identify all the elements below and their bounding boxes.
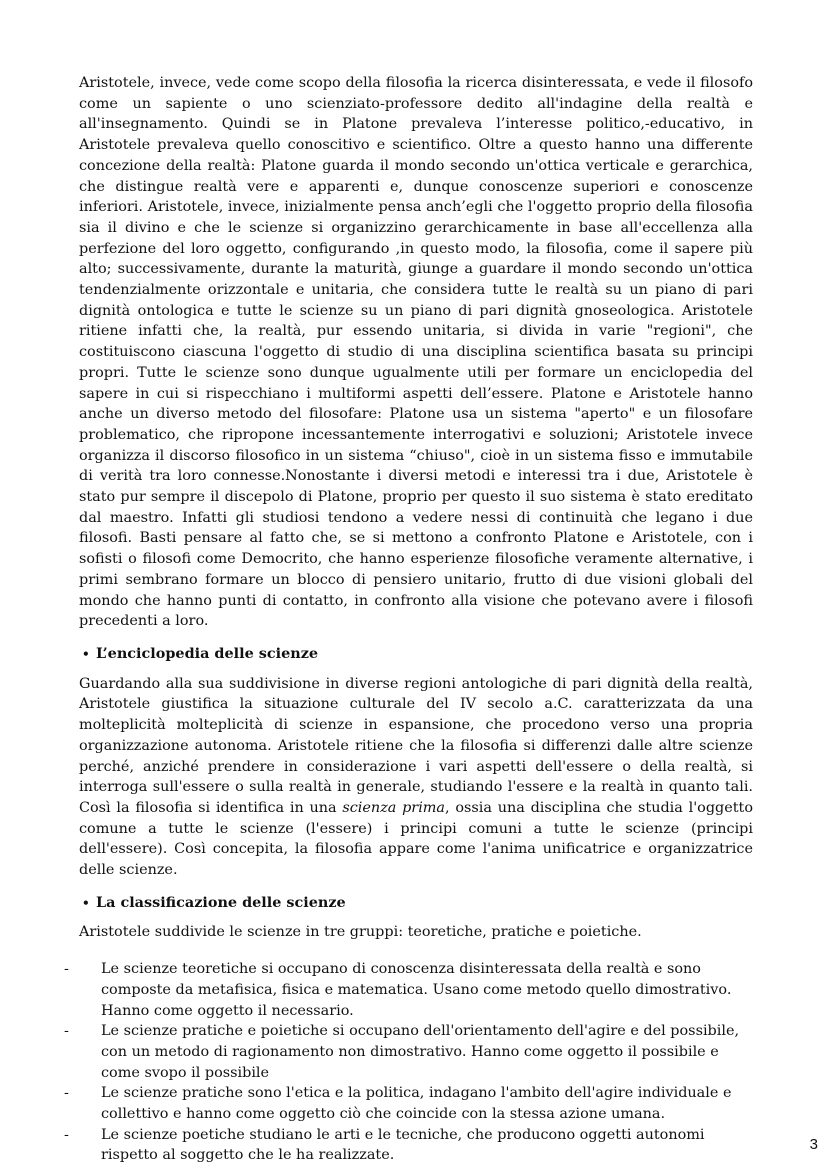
document-body — [64, 73, 754, 1166]
section-heading-classificazione — [82, 893, 753, 914]
paragraph-text: Guardando alla sua suddivisione in diverse regioni antologiche di pari dignità della realtà, Aristotele giustifica la situazione culturale del IV secolo a.C. caratterizzata da una molteplicità molteplicità di scienze in espansione, che procedono verso una propria organizzazione autonoma. Aristotele ritiene che la filosofia si differenzi dalle altre scienze perché, anziché prendere in considerazione i vari aspetti dell'essere o della realtà, si interroga sull'essere o sulla realtà in generale, studiando l'essere e la realtà in quanto tali. Così la filosofia si identifica in una — [79, 675, 753, 816]
list-item — [64, 959, 753, 1021]
list-item-text: Le scienze poetiche studiano le arti e le tecniche, che producono oggetti autonomi rispetto al soggetto che le ha realizzate. — [101, 1126, 705, 1164]
dash-bullet-icon: - — [64, 1085, 69, 1102]
paragraph-platone-aristotele: Aristotele, invece, vede come scopo della filosofia la ricerca disinteressata, e vede il filosofo come un sapiente o uno scienziato-professore dedito all'indagine della realtà e all'insegnamento. Quindi se in Platone prevaleva l’interesse politico,-educativo, in Aristotele prevaleva quello conoscitivo e scientifico. Oltre a questo hanno una differente concezione della realtà: Platone guarda il mondo secondo un'ottica verticale e gerarchica, che distingue realtà vere e apparenti e, dunque conoscenze superiori e conoscenze inferiori. Aristotele, invece, inizialmente pensa anch’egli che l'oggetto proprio della filosofia sia il divino e che le scienze si organizzino gerarchicamente in base all'eccellenza alla perfezione del loro oggetto, configurando ,in questo modo, la filosofia, come il sapere più alto; successivamente, durante la maturità, giunge a guardare il mondo secondo un'ottica tendenzialmente orizzontale e unitaria, che considera tutte le realtà su un piano di pari dignità ontologica e tutte le scienze su un piano di pari dignità gnoseologica. Aristotele ritiene infatti che, la realtà, pur essendo unitaria, si divida in varie "regioni", che costituiscono ciascuna l'oggetto di studio di una disciplina scientifica basata su principi propri. Tutte le scienze sono dunque ugualmente utili per formare un enciclopedia del sapere in cui si rispecchiano i multiformi aspetti dell’essere. Platone e Aristotele hanno anche un diverso metodo del filosofare: Platone usa un sistema "aperto" e un filosofare problematico, che ripropone incessantemente interrogativi e soluzioni; Aristotele invece organizza il discorso filosofico in un sistema “chiuso", cioè in un sistema fisso e immutabile di verità tra loro connesse.Nonostante i diversi metodi e interessi tra i due, Aristotele è stato pur sempre il discepolo di Platone, proprio per questo il suo sistema è stato ereditato dal maestro. Infatti gli studiosi tendono a vedere nessi di continuità che legano i due filosofi. Basti pensare al fatto che, se si mettono a confronto Platone e Aristotele, con i sofisti o filosofi come Democrito, che hanno esperienze filosofiche veramente alternative, i primi sembrano formare un blocco di pensiero unitario, frutto di due visioni globali del mondo che hanno punti di contatto, in confronto alla visione che potevano avere i filosofi precedenti a loro. — [79, 75, 753, 630]
bullet-icon: • — [82, 895, 90, 910]
section-heading-text: L’enciclopedia delle scienze — [96, 644, 319, 662]
bullet-icon: • — [82, 646, 90, 661]
paragraph-enciclopedia — [79, 674, 753, 881]
list-item-text: Le scienze pratiche sono l'etica e la politica, indagano l'ambito dell'agire individuale e collettivo e hanno come oggetto ciò che coincide con la stessa azione umana. — [101, 1085, 732, 1123]
dash-bullet-icon: - — [64, 1126, 69, 1143]
section-heading-enciclopedia — [82, 644, 753, 665]
dash-bullet-icon: - — [64, 1023, 69, 1040]
list-item — [64, 1125, 753, 1166]
paragraph-classificazione-intro: Aristotele suddivide le scienze in tre gruppi: teoretiche, pratiche e poietiche. — [79, 924, 642, 941]
list-item-text: Le scienze teoretiche si occupano di conoscenza disinteressata della realtà e sono composte da metafisica, fisica e matematica. Usano come metodo quello dimostrativo. Hanno come oggetto il necessario. — [101, 961, 732, 1019]
paragraph-text: , ossia una disciplina che studia l'oggetto comune a tutte le scienze (l'essere) i principi comuni a tutte le scienze (principi dell'essere). Così concepita, la filosofia appare come l'anima unificatrice e organizzatrice delle scienze. — [79, 799, 754, 879]
list-item — [64, 1021, 753, 1083]
scienze-list — [64, 959, 753, 1166]
section-heading-text: La classificazione delle scienze — [96, 893, 346, 911]
list-item-text: Le scienze pratiche e poietiche si occupano dell'orientamento dell'agire e del possibile, con un metodo di ragionamento non dimostrativo. Hanno come oggetto il possibile e come svopo il possibile — [101, 1023, 740, 1081]
page-number: 3 — [809, 1136, 818, 1153]
dash-bullet-icon: - — [64, 961, 69, 978]
italic-term: scienza prima — [342, 799, 446, 816]
list-item — [64, 1083, 753, 1124]
